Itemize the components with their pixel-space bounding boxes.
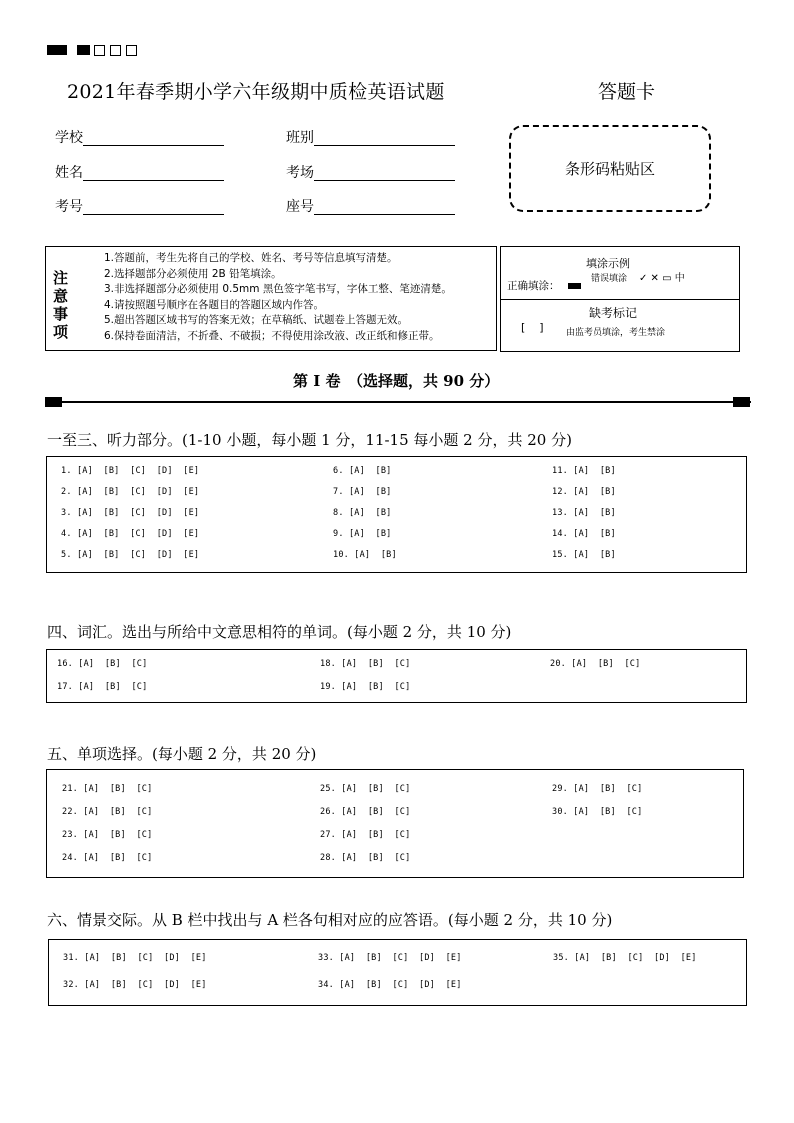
absent-bracket[interactable]: [ ] [521,321,544,334]
barcode-label: 条形码粘贴区 [564,160,655,178]
exam-no-line[interactable] [83,214,224,215]
exam-room-field[interactable] [286,162,456,182]
exam-room-label: 考场 [286,165,314,181]
registration-marks [47,44,142,56]
answer-row[interactable]: 28. [A] [B] [C] [320,853,411,863]
notice-line: 6.保持卷面清洁，不折叠、不破损；不得使用涂改液、改正纸和修正带。 [104,329,440,342]
answer-row[interactable]: 12. [A] [B] [552,487,616,497]
registration-mark-empty [110,45,121,56]
barcode-area [509,125,711,212]
exam-no-label: 考号 [55,199,83,215]
answer-row[interactable]: 9. [A] [B] [333,529,392,539]
registration-mark-solid [77,45,90,55]
registration-mark-empty [126,45,137,56]
part1-title: 第 I 卷 （选择题，共 90 分） [293,372,500,390]
class-field[interactable] [286,127,456,147]
section-listening-title: 一至三、听力部分。(1-10 小题，每小题 1 分，11-15 每小题 2 分，共 20 分) [47,431,572,449]
answer-row[interactable]: 30. [A] [B] [C] [552,807,643,817]
answer-row[interactable]: 1. [A] [B] [C] [D] [E] [61,466,200,476]
answer-row[interactable]: 17. [A] [B] [C] [57,682,148,692]
correct-fill-label: 正确填涂： [507,280,560,292]
correct-fill-mark [568,283,581,289]
answer-row[interactable]: 29. [A] [B] [C] [552,784,643,794]
seat-field[interactable] [286,196,456,216]
notice-lines [104,251,452,345]
school-label: 学校 [55,130,83,146]
section-dialog-title: 六、情景交际。从 B 栏中找出与 A 栏各句相对应的应答语。(每小题 2 分，共 10 分) [47,911,613,929]
seat-line[interactable] [314,214,455,215]
answer-card-label: 答题卡 [598,81,656,103]
fill-example-box [500,246,740,352]
answer-row[interactable]: 14. [A] [B] [552,529,616,539]
fill-divider [501,299,739,300]
vocab-answer-box [46,649,747,703]
notice-line: 2.选择题部分必须使用 2B 铅笔填涂。 [104,267,282,280]
wrong-fill-marks: ✓ ✕ ▭ 中 [639,273,685,284]
answer-row[interactable]: 5. [A] [B] [C] [D] [E] [61,550,200,560]
answer-row[interactable]: 4. [A] [B] [C] [D] [E] [61,529,200,539]
name-line[interactable] [83,180,224,181]
answer-row[interactable]: 20. [A] [B] [C] [550,659,641,669]
answer-row[interactable]: 18. [A] [B] [C] [320,659,411,669]
notice-box [45,246,497,351]
notice-line: 5.超出答题区域书写的答案无效；在草稿纸、试题卷上答题无效。 [104,314,409,327]
class-line[interactable] [314,145,455,146]
section-rule [45,401,751,403]
answer-row[interactable]: 27. [A] [B] [C] [320,830,411,840]
dialog-answer-box [48,939,747,1006]
answer-row[interactable]: 21. [A] [B] [C] [62,784,153,794]
answer-row[interactable]: 16. [A] [B] [C] [57,659,148,669]
notice-tag: 注意事项 [53,269,69,341]
notice-line: 1.答题前，考生先将自己的学校、姓名、考号等信息填写清楚。 [104,252,398,264]
name-field[interactable] [55,162,225,182]
answer-row[interactable]: 23. [A] [B] [C] [62,830,153,840]
registration-mark-empty [94,45,105,56]
answer-row[interactable]: 35. [A] [B] [C] [D] [E] [553,953,697,963]
school-line[interactable] [83,145,224,146]
section-vocab-title: 四、词汇。选出与所给中文意思相符的单词。(每小题 2 分，共 10 分) [47,623,512,641]
wrong-fill-label: 错误填涂 [591,274,628,284]
answer-row[interactable]: 13. [A] [B] [552,508,616,518]
answer-row[interactable]: 10. [A] [B] [333,550,397,560]
answer-row[interactable]: 31. [A] [B] [C] [D] [E] [63,953,207,963]
single-answer-box [46,769,744,878]
fill-example-title: 填涂示例 [586,257,630,270]
answer-row[interactable]: 2. [A] [B] [C] [D] [E] [61,487,200,497]
rule-end-right [733,397,750,407]
answer-row[interactable]: 3. [A] [B] [C] [D] [E] [61,508,200,518]
answer-row[interactable]: 7. [A] [B] [333,487,392,497]
answer-row[interactable]: 32. [A] [B] [C] [D] [E] [63,980,207,990]
answer-row[interactable]: 26. [A] [B] [C] [320,807,411,817]
seat-label: 座号 [286,199,314,215]
exam-title: 2021年春季期小学六年级期中质检英语试题 [67,81,445,103]
school-field[interactable] [55,127,225,147]
answer-row[interactable]: 34. [A] [B] [C] [D] [E] [318,980,462,990]
answer-row[interactable]: 22. [A] [B] [C] [62,807,153,817]
notice-line: 3.非选择题部分必须使用 0.5mm 黑色签字笔书写，字体工整、笔迹清楚。 [104,283,452,296]
listening-answer-box [46,456,747,573]
exam-room-line[interactable] [314,180,455,181]
absent-note: 由监考员填涂，考生禁涂 [566,328,666,338]
notice-line: 4.请按照题号顺序在各题目的答题区域内作答。 [104,298,325,311]
name-label: 姓名 [55,165,83,181]
absent-title: 缺考标记 [589,306,638,320]
answer-row[interactable]: 8. [A] [B] [333,508,392,518]
answer-row[interactable]: 24. [A] [B] [C] [62,853,153,863]
section-single-title: 五、单项选择。(每小题 2 分，共 20 分) [47,745,317,763]
class-label: 班别 [286,130,314,146]
exam-no-field[interactable] [55,196,225,216]
answer-row[interactable]: 6. [A] [B] [333,466,392,476]
registration-mark-solid [47,45,67,55]
answer-row[interactable]: 33. [A] [B] [C] [D] [E] [318,953,462,963]
answer-row[interactable]: 19. [A] [B] [C] [320,682,411,692]
answer-row[interactable]: 25. [A] [B] [C] [320,784,411,794]
answer-row[interactable]: 11. [A] [B] [552,466,616,476]
answer-row[interactable]: 15. [A] [B] [552,550,616,560]
